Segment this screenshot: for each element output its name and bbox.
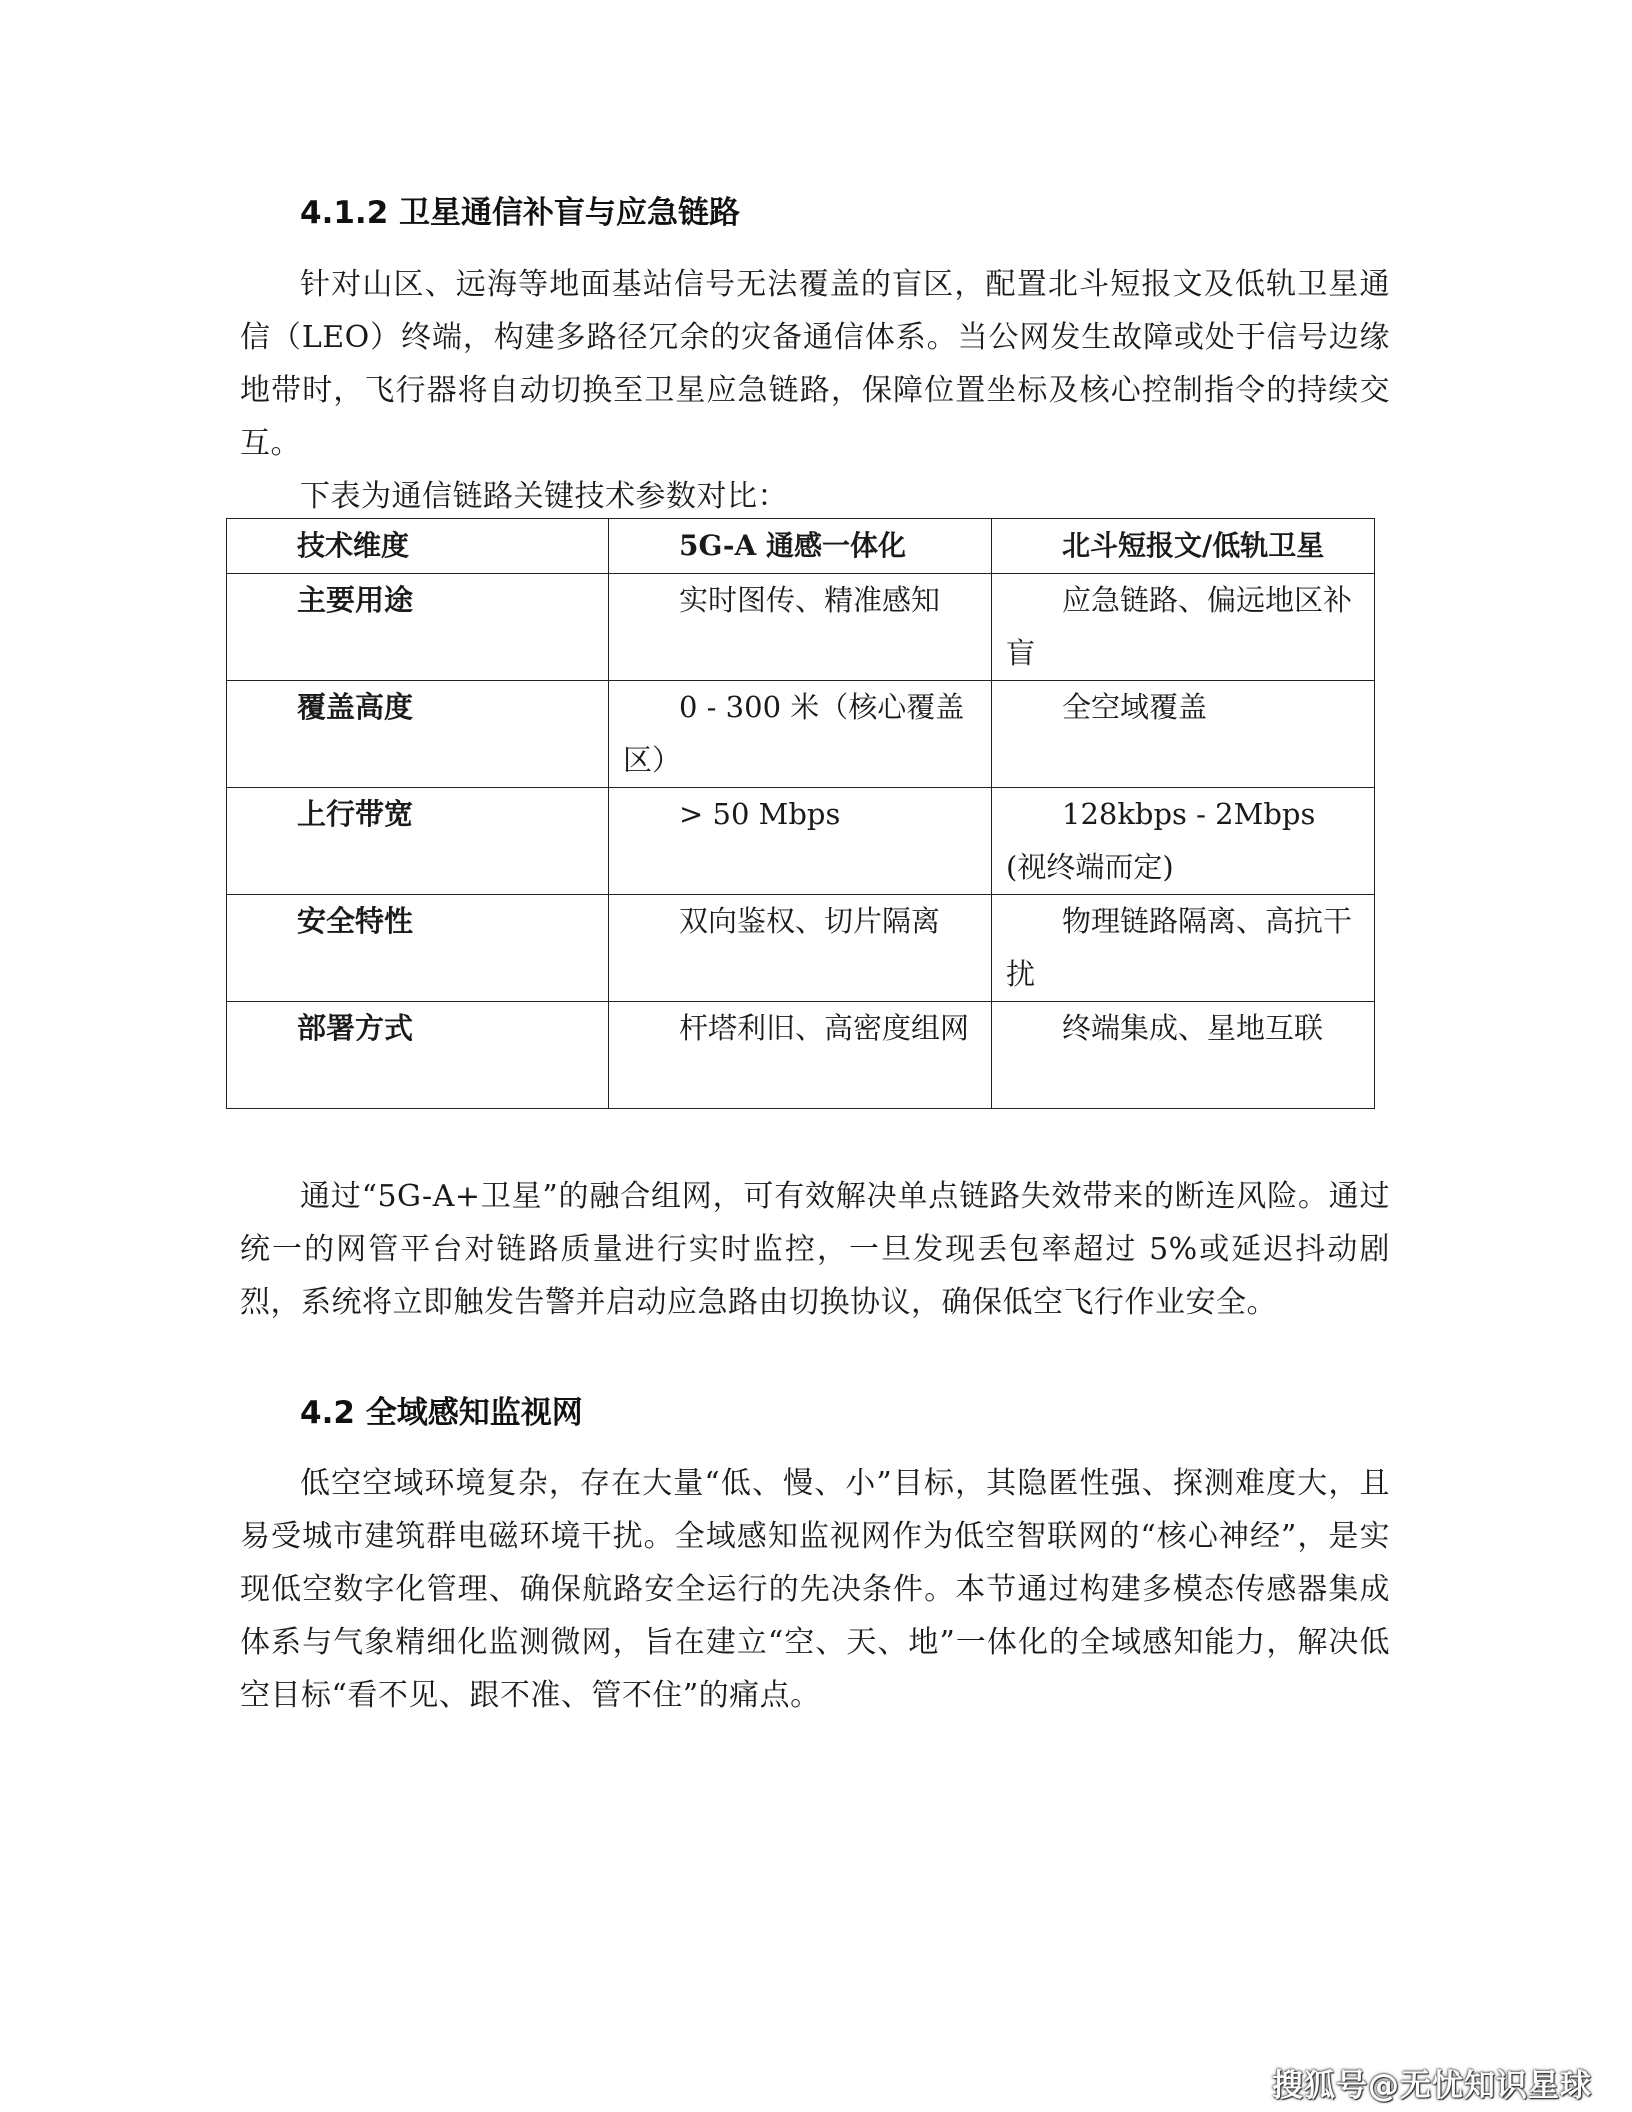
table-header-cell: 5G-A 通感一体化 <box>609 519 992 574</box>
table-cell-satellite: 终端集成、星地互联 <box>992 1002 1375 1109</box>
section-heading-4-2: 4.2 全域感知监视网 <box>300 1395 583 1431</box>
table-cell-5ga: 实时图传、精准感知 <box>609 574 992 681</box>
table-row <box>227 1002 1375 1109</box>
table-row <box>227 895 1375 1002</box>
table-cell-satellite: 应急链路、偏远地区补盲 <box>992 574 1375 681</box>
table-row <box>227 788 1375 895</box>
table-cell-dimension: 主要用途 <box>227 574 609 681</box>
table-cell-satellite: 128kbps - 2Mbps (视终端而定) <box>992 788 1375 895</box>
table-row <box>227 681 1375 788</box>
watermark: 搜狐号@无忧知识星球 <box>1272 2068 1592 2104</box>
table-header-cell: 技术维度 <box>227 519 609 574</box>
section-heading-4-1-2: 4.1.2 卫星通信补盲与应急链路 <box>300 195 741 231</box>
table-cell-5ga: 杆塔利旧、高密度组网 <box>609 1002 992 1109</box>
table-cell-5ga: 双向鉴权、切片隔离 <box>609 895 992 1002</box>
table-row <box>227 574 1375 681</box>
table-cell-dimension: 上行带宽 <box>227 788 609 895</box>
section-4-1-2-paragraph: 针对山区、远海等地面基站信号无法覆盖的盲区，配置北斗短报文及低轨卫星通信（LEO）终端，构建多路径冗余的灾备通信体系。当公网发生故障或处于信号边缘地带时，飞行器将自动切换至卫星应急链路，保障位置坐标及核心控制指令的持续交互。 <box>240 267 1390 461</box>
table-header-row <box>227 519 1375 574</box>
table-cell-dimension: 安全特性 <box>227 895 609 1002</box>
after-table-paragraph: 通过“5G-A+卫星”的融合组网，可有效解决单点链路失效带来的断连风险。通过统一的网管平台对链路质量进行实时监控，一旦发现丢包率超过 5%或延迟抖动剧烈，系统将立即触发告警并启动应急路由切换协议，确保低空飞行作业安全。 <box>240 1179 1390 1320</box>
section-4-2-paragraph: 低空空域环境复杂，存在大量“低、慢、小”目标，其隐匿性强、探测难度大，且易受城市建筑群电磁环境干扰。全域感知监视网作为低空智联网的“核心神经”，是实现低空数字化管理、确保航路安全运行的先决条件。本节通过构建多模态传感器集成体系与气象精细化监测微网，旨在建立“空、天、地”一体化的全域感知能力，解决低空目标“看不见、跟不准、管不住”的痛点。 <box>240 1466 1390 1713</box>
table-header-cell: 北斗短报文/低轨卫星 <box>992 519 1375 574</box>
table-cell-satellite: 全空域覆盖 <box>992 681 1375 788</box>
comparison-table <box>226 518 1375 1109</box>
table-cell-satellite: 物理链路隔离、高抗干扰 <box>992 895 1375 1002</box>
table-cell-5ga: 0 - 300 米（核心覆盖区） <box>609 681 992 788</box>
table-cell-dimension: 覆盖高度 <box>227 681 609 788</box>
table-cell-dimension: 部署方式 <box>227 1002 609 1109</box>
table-intro-text: 下表为通信链路关键技术参数对比： <box>300 479 788 514</box>
table-cell-5ga: > 50 Mbps <box>609 788 992 895</box>
